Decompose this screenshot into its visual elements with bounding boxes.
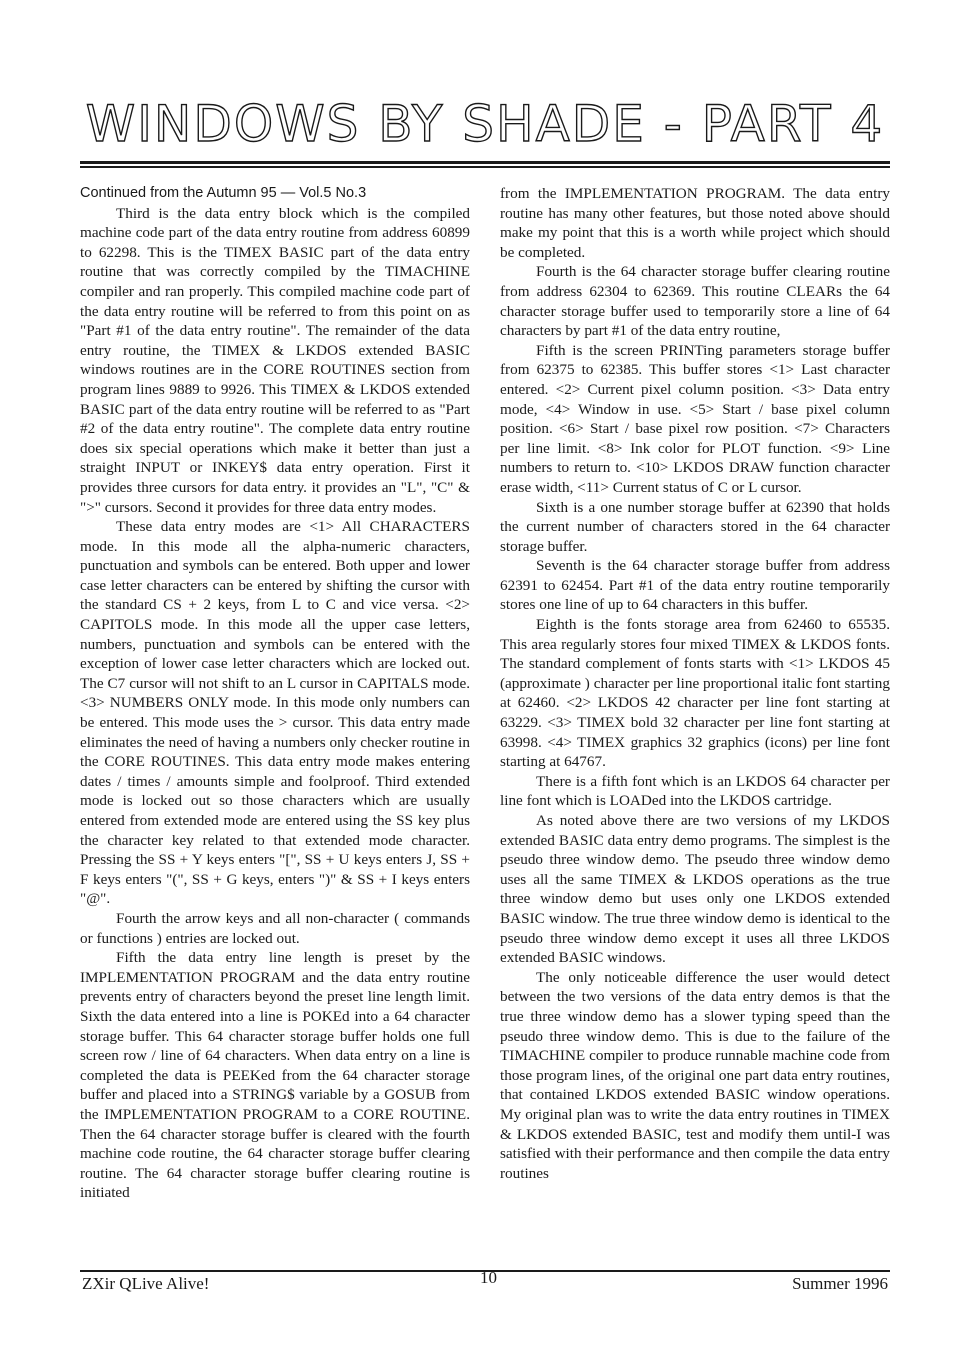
- article-title: WINDOWS BY SHADE - PART 4: [85, 95, 885, 153]
- continuation-note: Continued from the Autumn 95 — Vol.5 No.3: [80, 185, 367, 201]
- left-column: [80, 184, 470, 1203]
- paragraph: The only noticeable difference the user would detect between the two versions of the data entry demos is that the true three window demo has a slower typing speed than the pseudo three window demo. This is due to the failure of the TIMACHINE compiler to produce runnable machine code from those program lines, of the original one part data entry routines, that contained LKDOS extended BASIC window operations. My original plan was to write the data entry routines in TIMEX & LKDOS extended BASIC, test and modify them until-I was satisfied with their performance and then compile the data entry routines: [500, 968, 890, 1182]
- paragraph: Fourth is the 64 character storage buffer clearing routine from address 62304 to 62369. This routine CLEARs the 64 character storage buffer used to temporarily store a line of 64 characters by part #1 of the data entry routine,: [500, 263, 890, 340]
- paragraph: from the IMPLEMENTATION PROGRAM. The data entry routine has many other features, but those noted above should make my point that this is a worth while project which should be completed.: [500, 185, 890, 261]
- title-rule-thin: [80, 166, 890, 168]
- paragraph: These data entry modes are <1> All CHARACTERS mode. In this mode all the alpha-numeric characters, punctuation and symbols can be entered. Both upper and lower case letter characters can be entered by shifting the cursor with the standard CS + 2 keys, from L to C and vice versa. <2> CAPITOLS mode. In this mode all the upper case letters, numbers, punctuation and symbols can be entered with the exception of lower case letter characters which are locked out. The C7 cursor will not shift to an L cursor in CAPITALS mode. <3> NUMBERS ONLY mode. In this mode only numbers can be entered. This mode uses the > cursor. This data entry made eliminates the need of having a numbers only checker routine in the CORE ROUTINES. This data entry mode makes entering dates / times / amounts simple and foolproof. Third extended mode is locked out so those characters which are usually entered from extended mode are entered using the SS key plus the character key related to that extended mode character. Pressing the SS + Y keys enters "[", SS + U keys enters J, SS + F keys enters "(", SS + G keys, enters ")" & SS + I keys enters "@".: [80, 518, 470, 908]
- right-column: [500, 184, 890, 1183]
- paragraph: Sixth is a one number storage buffer at 62390 that holds the current number of characters stored in the 64 character storage buffer.: [500, 498, 890, 555]
- paragraph: There is a fifth font which is an LKDOS 64 character per line font which is LOADed into the LKDOS cartridge.: [500, 772, 890, 810]
- paragraph: Fifth the data entry line length is preset by the IMPLEMENTATION PROGRAM and the data entry routine prevents entry of characters beyond the preset line length limit. Sixth the data entered into a line is POKEd into a 64 character storage buffer. This 64 character storage buffer holds one full screen row / line of 64 characters. When data entry on a line is completed the data is PEEKed from the 64 character storage buffer and placed into a STRING$ variable by a GOSUB from the IMPLEMENTATION PROGRAM to a CORE ROUTINE. Then the 64 character storage buffer is cleared with the fourth machine code routine, the 64 character storage buffer clearing routine. The 64 character storage buffer clearing routine is initiated: [80, 949, 470, 1202]
- paragraph: Fifth is the screen PRINTing parameters storage buffer from 62375 to 62385. This buffer stores <1> Last character entered. <2> Current pixel column position. <3> Data entry mode, <4> Window in use. <5> Start / base pixel column position. <6> Start / base pixel row position. <7> Characters per line limit. <8> Ink color for PLOT function. <9> Line numbers to return to. <10> LKDOS DRAW function character erase width, <11> Current status of C or L cursor.: [500, 341, 890, 496]
- title-rule-thick: [80, 161, 890, 164]
- paragraph: As noted above there are two versions of my LKDOS extended BASIC data entry demo programs. The simplest is the pseudo three window demo. The pseudo three window demo uses all the same TIMEX & LKDOS operations as the true three window demo but uses only one LKDOS extended BASIC window. The true three window demo is identical to the pseudo three window demo except it uses all three LKDOS extended BASIC windows.: [500, 812, 890, 967]
- paragraph: Fourth the arrow keys and all non-character ( commands or functions ) entries are locked out.: [80, 909, 470, 947]
- footer-issue: Summer 1996: [792, 1274, 888, 1293]
- paragraph: Third is the data entry block which is the compiled machine code part of the data entry routine from address 60899 to 62298. This is the TIMEX BASIC part of the data entry routine that was correctly compiled by the TIMACHINE compiler and ran properly. This compiled machine code part of the data entry routine will be referred to from this point on as "Part #1 of the data entry routine". The remainder of the data entry routine, the TIMEX & LKDOS extended BASIC windows routines are in the CORE ROUTINES section from program lines 9889 to 9926. This TIMEX & LKDOS extended BASIC part of the data entry routine will be referred to as "Part #2 of the data entry routine". The complete data entry routine does six special operations which make it better than just a straight INPUT or INKEY$ data entry operation. First it provides three cursors for data entry. it provides an "L", "C" & ">" cursors. Second it provides for three data entry modes.: [80, 204, 470, 516]
- paragraph: Seventh is the 64 character storage buffer from address 62391 to 62454. Part #1 of the data entry routine temporarily stores one line of up to 64 characters in this buffer.: [500, 557, 890, 614]
- footer-page-number: 10: [480, 1268, 497, 1287]
- footer-publication: ZXir QLive Alive!: [82, 1274, 210, 1293]
- paragraph: Eighth is the fonts storage area from 62460 to 65535. This area regularly stores four mixed TIMEX & LKDOS fonts. The standard complement of fonts starts with <1> LKDOS 45 (approximate ) character per line proportional italic font starting at 62460. <2> LKDOS 42 character per line font starting at 63229. <3> TIMEX bold 32 character per line font starting at 63998. <4> TIMEX graphics 32 graphics (icons) per line font starting at 64767.: [500, 616, 890, 771]
